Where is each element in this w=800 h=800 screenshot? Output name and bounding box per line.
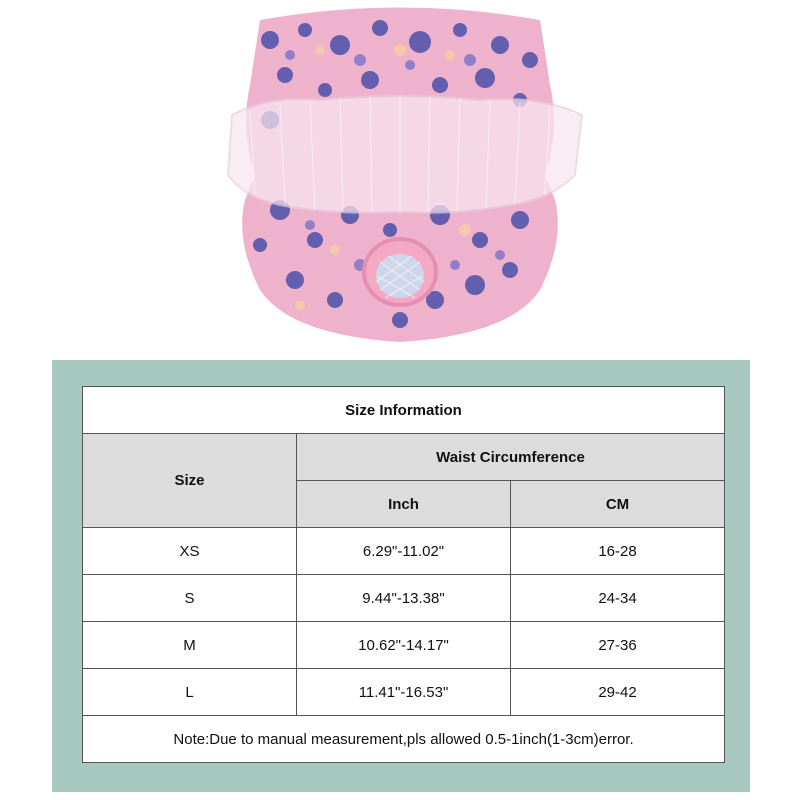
header-waist-circumference: Waist Circumference <box>297 434 725 481</box>
cm-cell: 29-42 <box>511 669 725 716</box>
header-size: Size <box>83 434 297 528</box>
inch-cell: 9.44"-13.38" <box>297 575 511 622</box>
size-table <box>82 386 725 763</box>
size-cell: L <box>83 669 297 716</box>
table-row <box>83 669 725 716</box>
header-row-group <box>83 434 725 481</box>
tail-hole <box>364 239 436 305</box>
note-row <box>83 716 725 763</box>
product-photo <box>210 0 590 345</box>
table-row <box>83 622 725 669</box>
cm-cell: 24-34 <box>511 575 725 622</box>
cm-cell: 16-28 <box>511 528 725 575</box>
size-cell: S <box>83 575 297 622</box>
table-row <box>83 575 725 622</box>
size-cell: M <box>83 622 297 669</box>
table-title-row <box>83 387 725 434</box>
size-cell: XS <box>83 528 297 575</box>
header-cm: CM <box>511 481 725 528</box>
header-inch: Inch <box>297 481 511 528</box>
table-title: Size Information <box>83 387 725 434</box>
inch-cell: 10.62"-14.17" <box>297 622 511 669</box>
inch-cell: 6.29"-11.02" <box>297 528 511 575</box>
inch-cell: 11.41"-16.53" <box>297 669 511 716</box>
cm-cell: 27-36 <box>511 622 725 669</box>
measurement-note: Note:Due to manual measurement,pls allowed 0.5-1inch(1-3cm)error. <box>83 716 725 763</box>
table-row <box>83 528 725 575</box>
lace-ruffle <box>228 96 582 213</box>
